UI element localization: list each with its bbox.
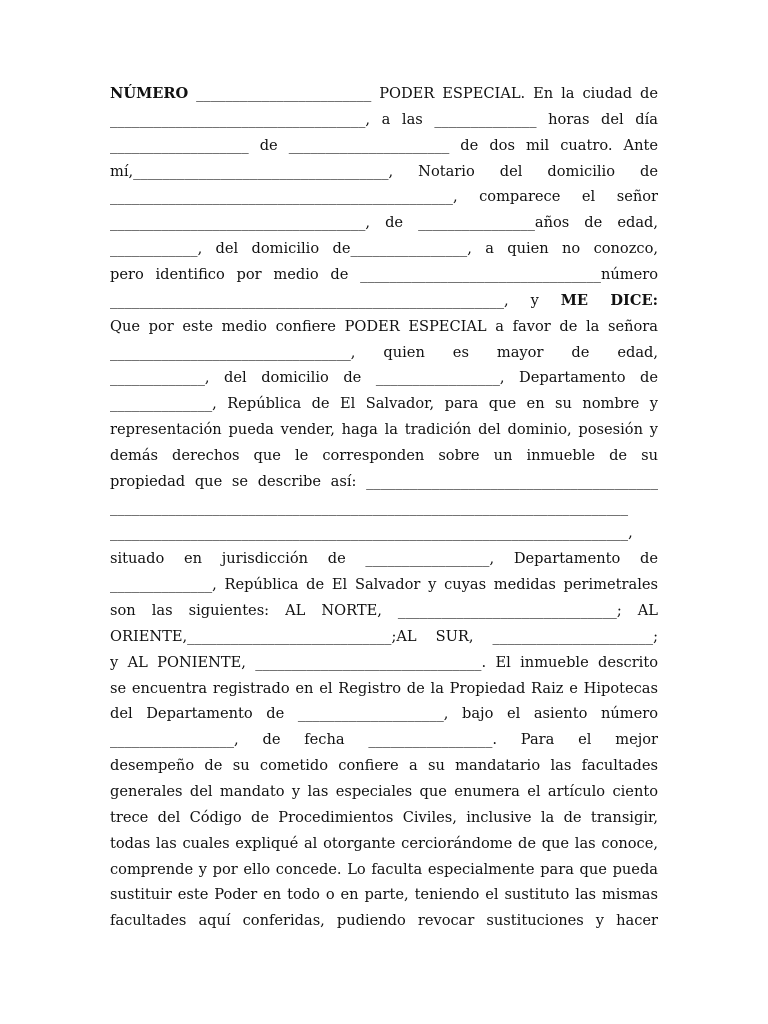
line-text: y AL PONIENTE, _______________________________. El inmueble descrito xyxy=(110,653,658,671)
document-line xyxy=(110,601,658,621)
line-text: son las siguientes: AL NORTE, ______________________________; AL xyxy=(110,602,658,619)
line-text: demás derechos que le corresponden sobre un inmueble de su xyxy=(110,446,658,464)
line-text: ___________________ de ______________________ de dos mil cuatro. Ante xyxy=(110,136,658,154)
line-text: del Departamento de ____________________, bajo el asiento número xyxy=(110,705,658,723)
line-text: trece del Código de Procedimientos Civiles, inclusive la de transigir, xyxy=(110,808,658,826)
document-line xyxy=(110,84,658,104)
line-text: generales del mandato y las especiales que enumera el artículo ciento xyxy=(110,782,658,800)
document-line xyxy=(110,730,658,750)
document-line xyxy=(110,498,658,518)
line-text: _________________, de fecha _________________. Para el mejor xyxy=(110,731,658,749)
document-line xyxy=(110,317,658,337)
document-line xyxy=(110,162,658,182)
line-text: _____________, del domicilio de _________________, Departamento de xyxy=(110,369,658,387)
document-line xyxy=(110,782,658,802)
line-text: _______________________________________________________________________, xyxy=(110,524,633,542)
document-line xyxy=(110,291,658,311)
line-text: ______________, República de El Salvador y cuyas medidas perimetrales xyxy=(110,576,658,594)
document-line xyxy=(110,679,658,699)
document-line xyxy=(110,549,658,569)
document-line xyxy=(110,368,658,388)
document-line xyxy=(110,653,658,673)
line-text: representación pueda vender, haga la tradición del dominio, posesión y xyxy=(110,421,658,439)
line-text: _______________________________________________, comparece el señor xyxy=(110,188,658,206)
document-line xyxy=(110,523,658,543)
document-line xyxy=(110,627,658,647)
document-line xyxy=(110,136,658,156)
line-text: situado en jurisdicción de _________________, Departamento de xyxy=(110,550,658,568)
document-line xyxy=(110,756,658,776)
document-line xyxy=(110,472,658,492)
line-text: propiedad que se describe así: ________________________________________ xyxy=(110,472,658,490)
document-line xyxy=(110,265,658,285)
line-text: ______________, República de El Salvador, para que en su nombre y xyxy=(110,395,658,413)
bold-lead-text: NÚMERO xyxy=(110,85,189,102)
line-text: sustituir este Poder en todo o en parte, teniendo el sustituto las mismas xyxy=(110,886,658,904)
document-line xyxy=(110,187,658,207)
line-text: pero identifico por medio de _________________________________número xyxy=(110,265,658,283)
line-text: ______________________________________________________, y xyxy=(110,291,561,309)
document-line xyxy=(110,420,658,440)
document-line xyxy=(110,575,658,595)
line-text: ___________________________________, a las ______________ horas del día xyxy=(110,110,658,128)
document-line xyxy=(110,213,658,233)
document-line xyxy=(110,834,658,854)
line-text: se encuentra registrado en el Registro de la Propiedad Raiz e Hipotecas xyxy=(110,679,658,697)
document-line xyxy=(110,110,658,130)
line-text: ___________________________________, de ________________años de edad, xyxy=(110,214,658,232)
line-text: todas las cuales expliqué al otorgante cerciorándome de que las conoce, xyxy=(110,834,658,852)
line-text: _______________________________________________________________________ xyxy=(110,498,629,516)
document-line xyxy=(110,704,658,724)
document-line xyxy=(110,860,658,880)
document-line xyxy=(110,911,658,931)
line-text: mí,___________________________________, Notario del domicilio de xyxy=(110,162,658,180)
document-line xyxy=(110,808,658,828)
line-text: comprende y por ello concede. Lo faculta especialmente para que pueda xyxy=(110,860,658,878)
line-text: _________________________________, quien es mayor de edad, xyxy=(110,343,658,361)
bold-trail-text: ME DICE: xyxy=(560,291,658,309)
line-text: Que por este medio confiere PODER ESPECIAL a favor de la señora xyxy=(110,317,658,335)
line-text: desempeño de su cometido confiere a su mandatario las facultades xyxy=(110,757,658,775)
line-text: ____________, del domicilio de________________, a quien no conozco, xyxy=(110,240,658,258)
document-line xyxy=(110,394,658,414)
line-text: ORIENTE,____________________________;AL SUR, ______________________; xyxy=(110,627,658,645)
document-line xyxy=(110,446,658,466)
document-line xyxy=(110,885,658,905)
document-line xyxy=(110,343,658,363)
document-line xyxy=(110,239,658,259)
line-text: facultades aquí conferidas, pudiendo revocar sustituciones y hacer xyxy=(110,912,658,930)
line-text: ________________________ PODER ESPECIAL. En la ciudad de xyxy=(188,85,658,102)
